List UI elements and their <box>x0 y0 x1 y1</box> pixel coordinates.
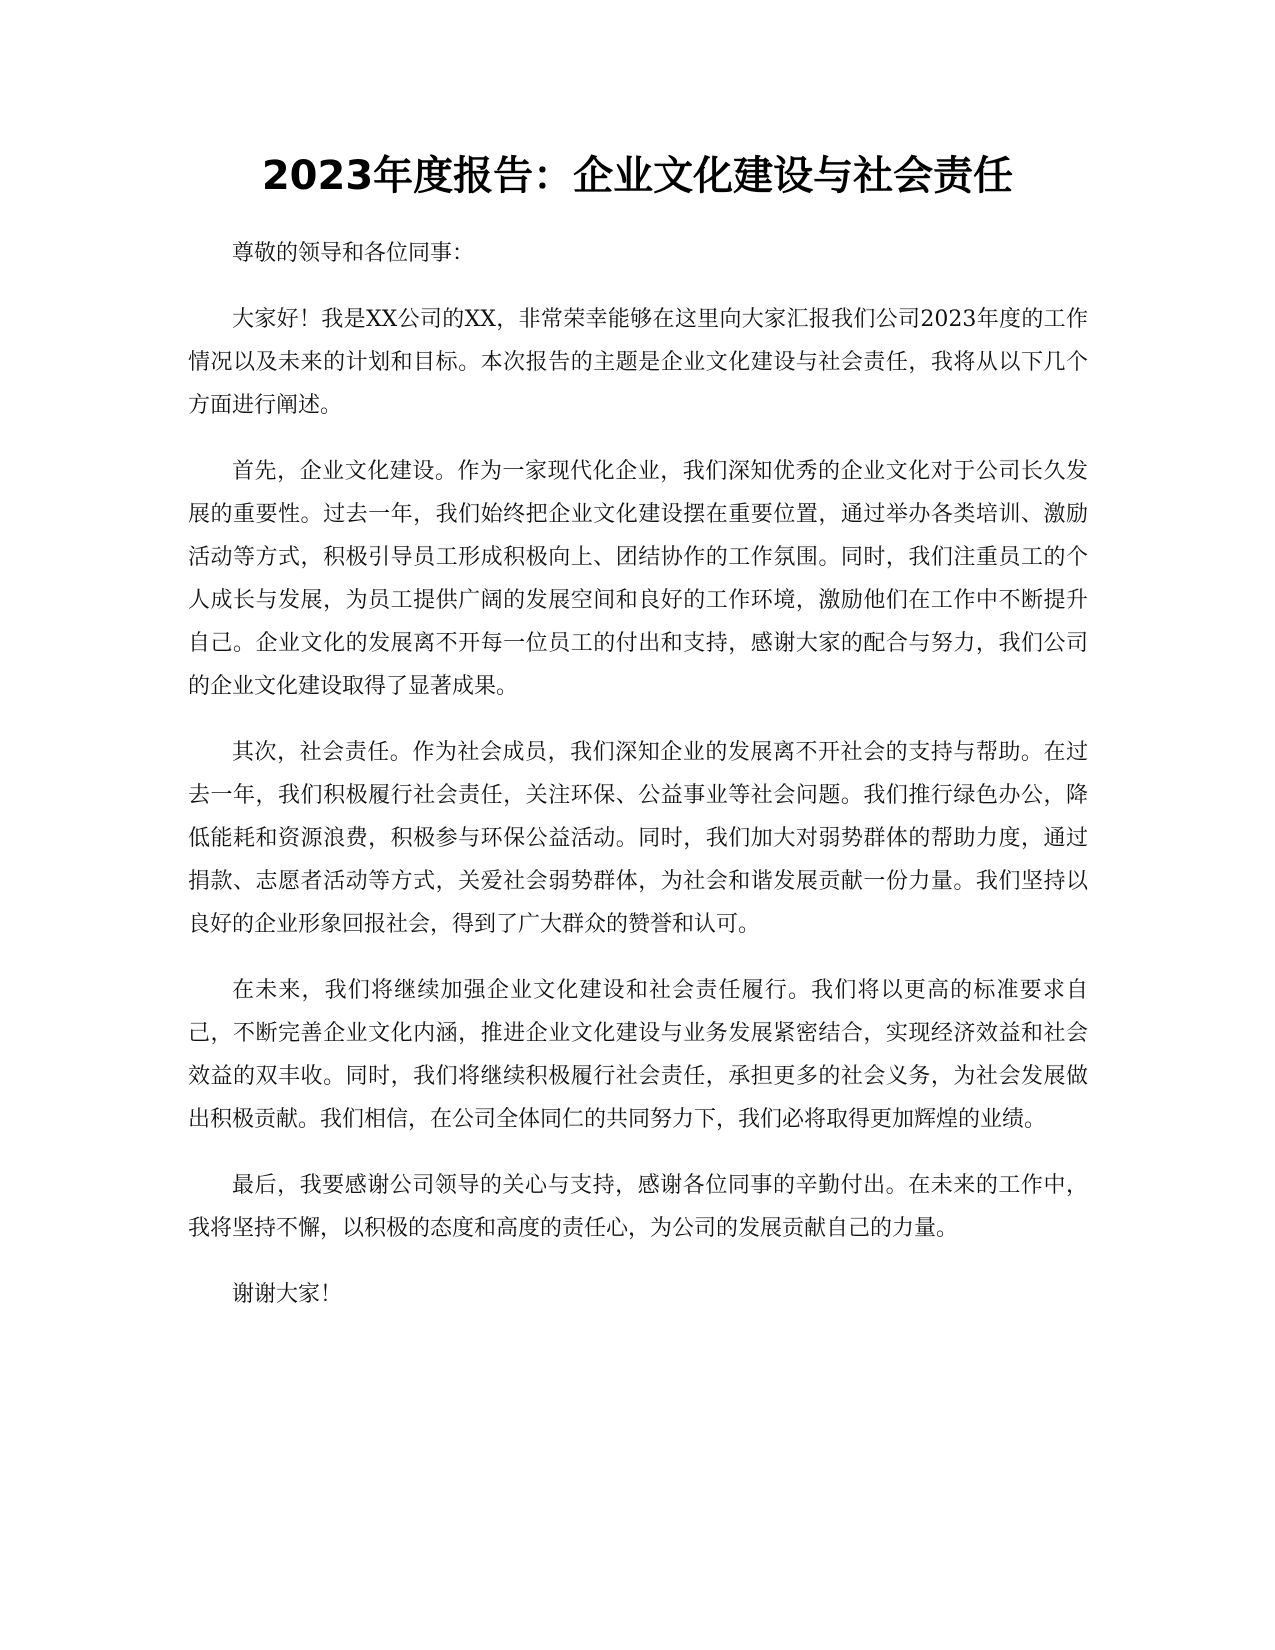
paragraph-intro: 大家好！我是XX公司的XX，非常荣幸能够在这里向大家汇报我们公司2023年度的工作情况以及未来的计划和目标。本次报告的主题是企业文化建设与社会责任，我将从以下几个方面进行阐述。 <box>188 307 1088 418</box>
salutation: 尊敬的领导和各位同事： <box>232 241 475 266</box>
paragraph-future: 在未来，我们将继续加强企业文化建设和社会责任履行。我们将以更高的标准要求自己，不断完善企业文化内涵，推进企业文化建设与业务发展紧密结合，实现经济效益和社会效益的双丰收。同时，我们将继续积极履行社会责任，承担更多的社会义务，为社会发展做出积极贡献。我们相信，在公司全体同仁的共同努力下，我们必将取得更加辉煌的业绩。 <box>188 978 1088 1132</box>
closing: 谢谢大家！ <box>232 1282 343 1307</box>
paragraph-social-responsibility: 其次，社会责任。作为社会成员，我们深知企业的发展离不开社会的支持与帮助。在过去一年，我们积极履行社会责任，关注环保、公益事业等社会问题。我们推行绿色办公，降低能耗和资源浪费，积极参与环保公益活动。同时，我们加大对弱势群体的帮助力度，通过捐款、志愿者活动等方式，关爱社会弱势群体，为社会和谐发展贡献一份力量。我们坚持以良好的企业形象回报社会，得到了广大群众的赞誉和认可。 <box>188 740 1088 937</box>
document-title: 2023年度报告：企业文化建设与社会责任 <box>261 153 1014 199</box>
document-body <box>188 232 1088 1339</box>
paragraph-corporate-culture: 首先，企业文化建设。作为一家现代化企业，我们深知优秀的企业文化对于公司长久发展的重要性。过去一年，我们始终把企业文化建设摆在重要位置，通过举办各类培训、激励活动等方式，积极引导员工形成积极向上、团结协作的工作氛围。同时，我们注重员工的个人成长与发展，为员工提供广阔的发展空间和良好的工作环境，激励他们在工作中不断提升自己。企业文化的发展离不开每一位员工的付出和支持，感谢大家的配合与努力，我们公司的企业文化建设取得了显著成果。 <box>188 459 1088 699</box>
paragraph-thanks: 最后，我要感谢公司领导的关心与支持，感谢各位同事的辛勤付出。在未来的工作中，我将坚持不懈，以积极的态度和高度的责任心，为公司的发展贡献自己的力量。 <box>188 1173 1088 1241</box>
